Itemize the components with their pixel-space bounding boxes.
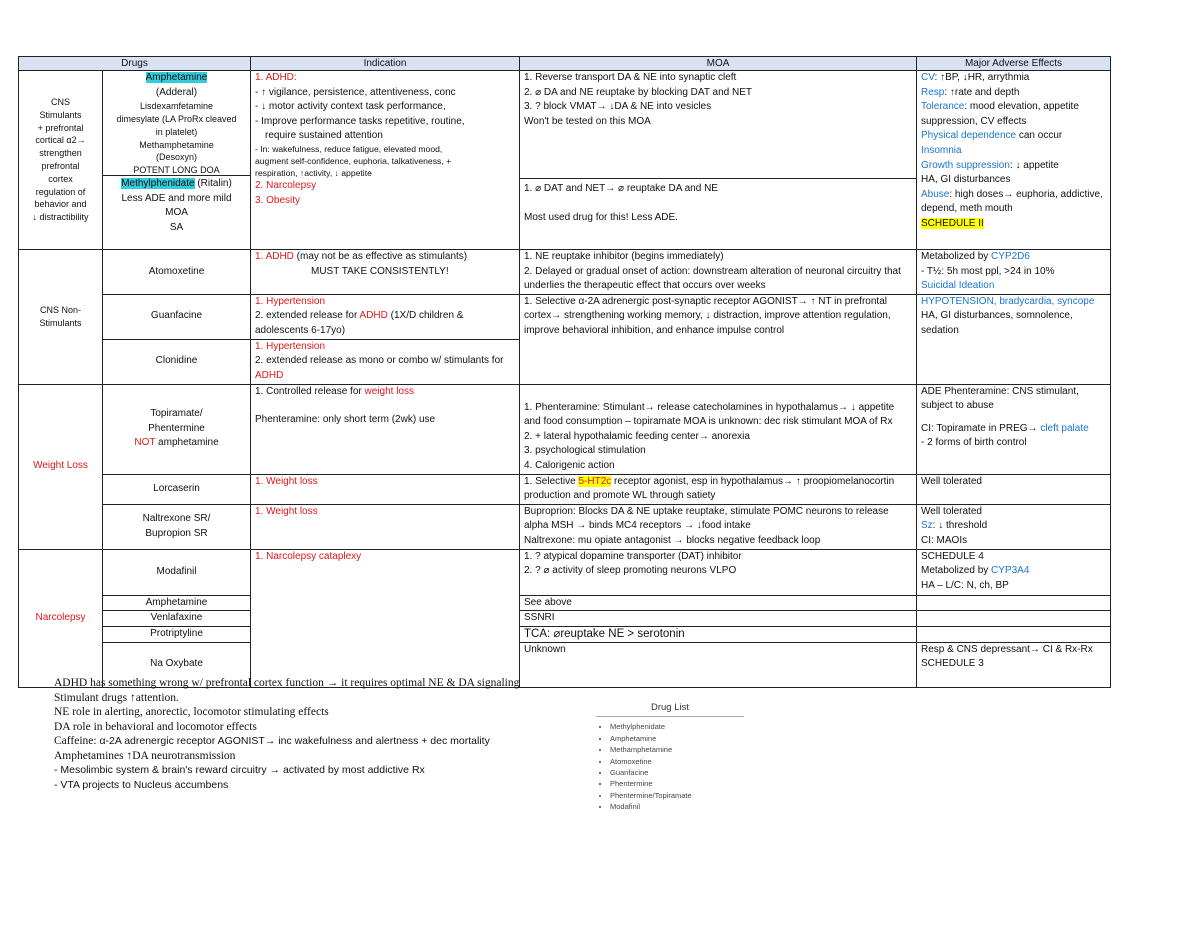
drug-list-title: Drug List xyxy=(596,702,744,717)
row-venlafaxine xyxy=(19,611,1111,627)
cell-lorcaserin-indication: 1. Weight loss xyxy=(251,474,520,504)
cell-naltrexone-indication: 1. Weight loss xyxy=(251,504,520,549)
cell-protriptyline-adverse xyxy=(917,626,1111,642)
header-moa: MOA xyxy=(520,57,917,71)
cell-atomoxetine-adverse: Metabolized by CYP2D6 - T½: 5h most ppl, >24 in 10% Suicidal Ideation xyxy=(917,250,1111,295)
drug-venlafaxine: Venlafaxine xyxy=(103,611,251,627)
drug-list-item: • Guanfacine xyxy=(610,767,744,778)
note-line: - Mesolimbic system & brain's reward circuitry → activated by most addictive Rx xyxy=(54,764,425,776)
header-row xyxy=(19,57,1111,71)
cell-amphetamine-adverse xyxy=(917,595,1111,611)
row-atomoxetine xyxy=(19,250,1111,295)
cell-stimulant-indication: 1. ADHD: - ↑ vigilance, persistence, attentiveness, conc - ↓ motor activity context task performance, - Improve performance tasks repetitive, routine, require sustained attention - In: wakefulness, reduce fatigue, elevated mood, augment self-confidence, euphoria, talkativeness, + respiration, ↑activity, ↓ appetite 2. Narcolepsy 3. Obesity xyxy=(251,71,520,250)
cell-lorcaserin-adverse: Well tolerated xyxy=(917,474,1111,504)
drug-topiramate-phentermine: Topiramate/ Phentermine NOT amphetamine xyxy=(103,384,251,474)
cell-modafinil-adverse: SCHEDULE 4 Metabolized by CYP3A4 HA – L/C: N, ch, BP xyxy=(917,549,1111,595)
drug-guanfacine: Guanfacine xyxy=(103,294,251,339)
category-cns-nonstimulants: CNS Non- Stimulants xyxy=(19,250,103,385)
drug-amphetamine-narco: Amphetamine xyxy=(103,595,251,611)
drug-list-item: • Atomoxetine xyxy=(610,756,744,767)
drug-clonidine: Clonidine xyxy=(103,339,251,384)
drug-atomoxetine: Atomoxetine xyxy=(103,250,251,295)
cell-protriptyline-moa: TCA: ⌀reuptake NE > serotonin xyxy=(520,626,917,642)
drug-list-item: • Methamphetamine xyxy=(610,744,744,755)
header-adverse: Major Adverse Effects xyxy=(917,57,1111,71)
cell-alpha2-adverse: HYPOTENSION, bradycardia, syncope HA, GI disturbances, somnolence, sedation xyxy=(917,294,1111,384)
cell-modafinil-moa: 1. ? atypical dopamine transporter (DAT) inhibitor 2. ? ⌀ activity of sleep promoting neurons VLPO xyxy=(520,549,917,595)
cell-stimulant-adverse: CV: ↑BP, ↓HR, arrythmia Resp: ↑rate and depth Tolerance: mood elevation, appetite suppression, CV effects Physical dependence can occur Insomnia Growth suppression: ↓ appetite HA, GI disturbances Abuse: high doses→ euphoria, addictive, depend, meth mouth SCHEDULE II xyxy=(917,71,1111,250)
schedule-ii-badge: SCHEDULE II xyxy=(921,217,984,229)
drug-list-item: • Methylphenidate xyxy=(610,721,744,732)
header-drugs: Drugs xyxy=(19,57,251,71)
drug-lorcaserin: Lorcaserin xyxy=(103,474,251,504)
cell-topiramate-indication: 1. Controlled release for weight loss Phenteramine: only short term (2wk) use xyxy=(251,384,520,474)
cell-na-oxybate-moa: Unknown xyxy=(520,642,917,687)
drug-list-item: • Phentermine xyxy=(610,778,744,789)
cell-alpha2-moa: 1. Selective α-2A adrenergic post-synaptic receptor AGONIST→ ↑ NT in prefrontal cortex→ strengthening working memory, ↓ distraction, improve attention regulation, improve behavioral inhibition, and enhance impulse control xyxy=(520,294,917,384)
note-line: NE role in alerting, anorectic, locomotor stimulating effects xyxy=(54,706,329,718)
row-guanfacine xyxy=(19,294,1111,339)
cell-venlafaxine-adverse xyxy=(917,611,1111,627)
cell-stimulant-drugs xyxy=(103,71,251,250)
row-topiramate xyxy=(19,384,1111,474)
row-cns-stimulants xyxy=(19,71,1111,250)
note-line: DA role in behavioral and locomotor effects xyxy=(54,720,257,733)
cell-naltrexone-moa: Buproprion: Blocks DA & NE uptake reuptake, stimulate POMC neurons to release alpha MSH → binds MC4 receptors → ↓food intake Naltrexone: mu opiate antagonist → blocks negative feedback loop xyxy=(520,504,917,549)
header-indication: Indication xyxy=(251,57,520,71)
row-protriptyline xyxy=(19,626,1111,642)
drug-table xyxy=(18,56,1111,688)
drug-protriptyline: Protriptyline xyxy=(103,626,251,642)
drug-list xyxy=(596,702,744,813)
drug-list-item: • Phentermine/Topiramate xyxy=(610,790,744,801)
cell-na-oxybate-adverse: Resp & CNS depressant→ CI & Rx-Rx SCHEDULE 3 xyxy=(917,642,1111,687)
row-narco-amphetamine xyxy=(19,595,1111,611)
drug-modafinil: Modafinil xyxy=(103,549,251,595)
note-line: - VTA projects to Nucleus accumbens xyxy=(54,778,229,791)
cell-atomoxetine-moa: 1. NE reuptake inhibitor (begins immediately) 2. Delayed or gradual onset of action: downstream alteration of neuronal circuitry that underlies the therapeutic effect that occurs over weeks xyxy=(520,250,917,295)
cell-topiramate-moa: 1. Phenteramine: Stimulant→ release catecholamines in hypothalamus→ ↓ appetite and food consumption – topiramate MOA is unknown: dec risk stimulant MOA of Rx 2. + lateral hypothalamic feeding center→ anorexia 3. psychological stimulation 4. Calorigenic action xyxy=(520,384,917,474)
row-naltrexone xyxy=(19,504,1111,549)
drug-amphetamine: Amphetamine xyxy=(145,72,208,83)
cell-clonidine-indication: 1. Hypertension 2. extended release as mono or combo w/ stimulants for ADHD xyxy=(251,339,520,384)
cell-lorcaserin-moa: 1. Selective 5-HT2c receptor agonist, esp in hypothalamus→ ↑ proopiomelanocortin production and promote WL through satiety xyxy=(520,474,917,504)
category-cns-stimulants: CNS Stimulants + prefrontal cortical α2→ strengthen prefrontal cortex regulation of behavior and ↓ distractibility xyxy=(19,71,103,250)
cell-amphetamine-moa: See above xyxy=(520,595,917,611)
cell-atomoxetine-indication: 1. ADHD (may not be as effective as stimulants) MUST TAKE CONSISTENTLY! xyxy=(251,250,520,295)
row-modafinil xyxy=(19,549,1111,595)
cell-topiramate-adverse: ADE Phenteramine: CNS stimulant, subject to abuse CI: Topiramate in PREG→ cleft palate - 2 forms of birth control xyxy=(917,384,1111,474)
category-weight-loss: Weight Loss xyxy=(19,384,103,549)
methylphenidate-block: Methylphenidate (Ritalin) Less ADE and more mild MOA SA xyxy=(103,175,250,235)
cell-stimulant-moa: 1. Reverse transport DA & NE into synaptic cleft 2. ⌀ DA and NE reuptake by blocking DAT and NET 3. ? block VMAT→ ↓DA & NE into vesicles Won't be tested on this MOA 1. ⌀ DAT and NET→ ⌀ reuptake DA and NE Most used drug for this! Less ADE. xyxy=(520,71,917,250)
cell-venlafaxine-moa: SSNRI xyxy=(520,611,917,627)
category-narcolepsy: Narcolepsy xyxy=(19,549,103,687)
drug-list-item: • Modafinil xyxy=(610,801,744,812)
note-caffeine: Caffeine: α-2A adrenergic receptor AGONIST→ inc wakefulness and alertness + dec mortality xyxy=(54,735,490,747)
row-lorcaserin xyxy=(19,474,1111,504)
cell-modafinil-indication: 1. Narcolepsy cataplexy xyxy=(251,549,520,687)
note-line: ADHD has something wrong w/ prefrontal cortex function → it requires optimal NE & DA signaling xyxy=(54,677,520,689)
drug-methylphenidate: Methylphenidate xyxy=(121,178,195,189)
drug-naltrexone-bupropion: Naltrexone SR/ Bupropion SR xyxy=(103,504,251,549)
cell-guanfacine-indication: 1. Hypertension 2. extended release for ADHD (1X/D children & adolescents 6-17yo) xyxy=(251,294,520,339)
drug-list-item: • Amphetamine xyxy=(610,733,744,744)
cell-naltrexone-adverse: Well tolerated Sz: ↓ threshold CI: MAOIs xyxy=(917,504,1111,549)
notes xyxy=(54,676,519,792)
note-line: Amphetamines ↑DA neurotransmission xyxy=(54,749,236,762)
drug-na-oxybate: Na Oxybate xyxy=(103,642,251,687)
amphetamine-block: Amphetamine (Adderal) Lisdexamfetamine dimesylate (LA ProRx cleaved in platelet) Methamphetamine (Desoxyn) POTENT LONG DOA xyxy=(116,72,237,176)
note-line: Stimulant drugs ↑attention. xyxy=(54,691,179,704)
5ht2c-highlight: 5-HT2c xyxy=(578,475,612,487)
